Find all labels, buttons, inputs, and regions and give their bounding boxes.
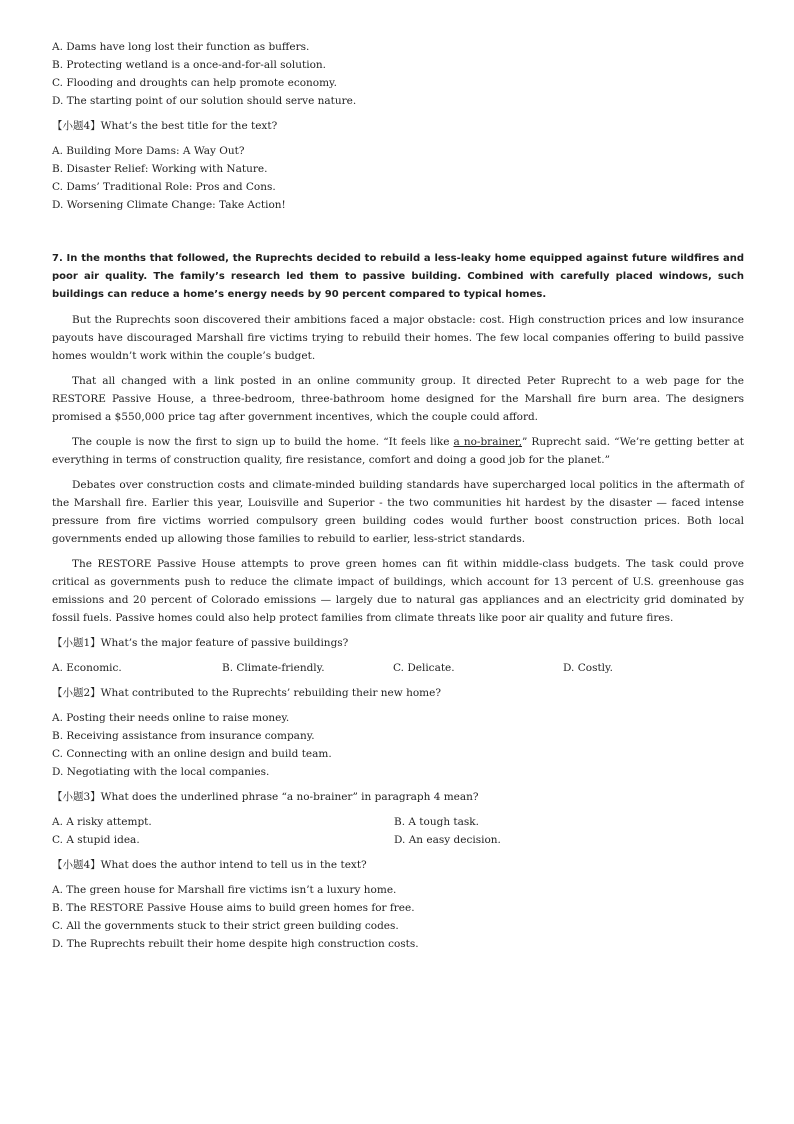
prev-options-q4 [52,142,744,214]
options-row [52,813,744,831]
question-prompt: 【小题4】What does the author intend to tell us in the text? [52,859,367,871]
option-a: A. The green house for Marshall fire victims isn’t a luxury home. [52,884,397,896]
options-row [52,831,744,849]
option-c: C. Dams’ Traditional Role: Pros and Cons. [52,181,276,193]
paragraph: The RESTORE Passive House attempts to prove green homes can fit within middle-class budgets. The task could prove critical as governments push to reduce the climate impact of buildings, which account for 13 percent of U.S. greenhouse gas emissions and 20 percent of Colorado emissions — largely due to natural gas appliances and an electricity grid dominated by fossil fuels. Passive homes could also help protect families from climate threats like poor air quality and future fires. [52,558,744,624]
option-b: B. A tough task. [394,816,480,828]
option-a: A. Posting their needs online to raise money. [52,712,290,724]
option-d: D. Worsening Climate Change: Take Action! [52,199,286,211]
paragraph: That all changed with a link posted in an online community group. It directed Peter Ruprecht to a web page for the RESTORE Passive House, a three-bedroom, three-bathroom home designed for the Marshall fire burn area. The designers promised a $550,000 price tag after government incentives, which the couple could afford. [52,375,744,423]
option-b: B. Disaster Relief: Working with Nature. [52,163,268,175]
options-row [52,659,744,677]
option-c: C. A stupid idea. [52,834,140,846]
option-b: B. Climate-friendly. [222,662,325,674]
option-c: C. All the governments stuck to their strict green building codes. [52,920,399,932]
paragraph: But the Ruprechts soon discovered their ambitions faced a major obstacle: cost. High construction prices and low insurance payouts have discouraged Marshall fire victims trying to rebuild their homes. The few local companies offering to build passive homes wouldn’t work within the couple’s budget. [52,314,744,362]
document-page [52,38,744,953]
passage-intro: 7. In the months that followed, the Ruprechts decided to rebuild a less-leaky home equipped against future wildfires and poor air quality. The family’s research led them to passive building. Combined with carefully placed windows, such buildings can reduce a home’s energy needs by 90 percent compared to typical homes. [52,253,744,300]
option-d: D. Costly. [563,662,613,674]
paragraph-text: ” Ruprecht said. “We’re getting better at everything in terms of construction quality, fire resistance, comfort and doing a good job for the planet.” [52,436,744,466]
option-d: D. The starting point of our solution should serve nature. [52,95,357,107]
option-a: A. Economic. [52,662,122,674]
paragraph: Debates over construction costs and climate-minded building standards have supercharged local politics in the aftermath of the Marshall fire. Earlier this year, Louisville and Superior - the two communities hit hardest by the disaster — faced intense pressure from fire victims worried compulsory green building codes would further boost construction prices. Both local governments ended up allowing those families to rebuild to earlier, less-strict standards. [52,479,744,545]
question-prompt: 【小题4】What’s the best title for the text? [52,120,278,132]
option-d: D. Negotiating with the local companies. [52,766,270,778]
question-prompt: 【小题2】What contributed to the Ruprechts’ rebuilding their new home? [52,687,441,699]
prev-options-q3 [52,38,744,110]
option-d: D. An easy decision. [394,834,501,846]
question-prompt: 【小题3】What does the underlined phrase “a no-brainer” in paragraph 4 mean? [52,791,479,803]
option-a: A. A risky attempt. [52,816,152,828]
underlined-phrase: a no-brainer, [453,436,522,448]
option-c: C. Connecting with an online design and build team. [52,748,332,760]
option-b: B. Protecting wetland is a once-and-for-all solution. [52,59,326,71]
question-prompt: 【小题1】What’s the major feature of passive buildings? [52,637,349,649]
option-a: A. Building More Dams: A Way Out? [52,145,245,157]
option-b: B. The RESTORE Passive House aims to build green homes for free. [52,902,415,914]
paragraph-text: The couple is now the first to sign up to build the home. “It feels like [72,436,454,448]
option-d: D. The Ruprechts rebuilt their home despite high construction costs. [52,938,419,950]
option-a: A. Dams have long lost their function as buffers. [52,41,310,53]
option-b: B. Receiving assistance from insurance company. [52,730,315,742]
option-c: C. Flooding and droughts can help promote economy. [52,77,337,89]
paragraph-with-underline [52,433,744,469]
option-c: C. Delicate. [393,662,455,674]
